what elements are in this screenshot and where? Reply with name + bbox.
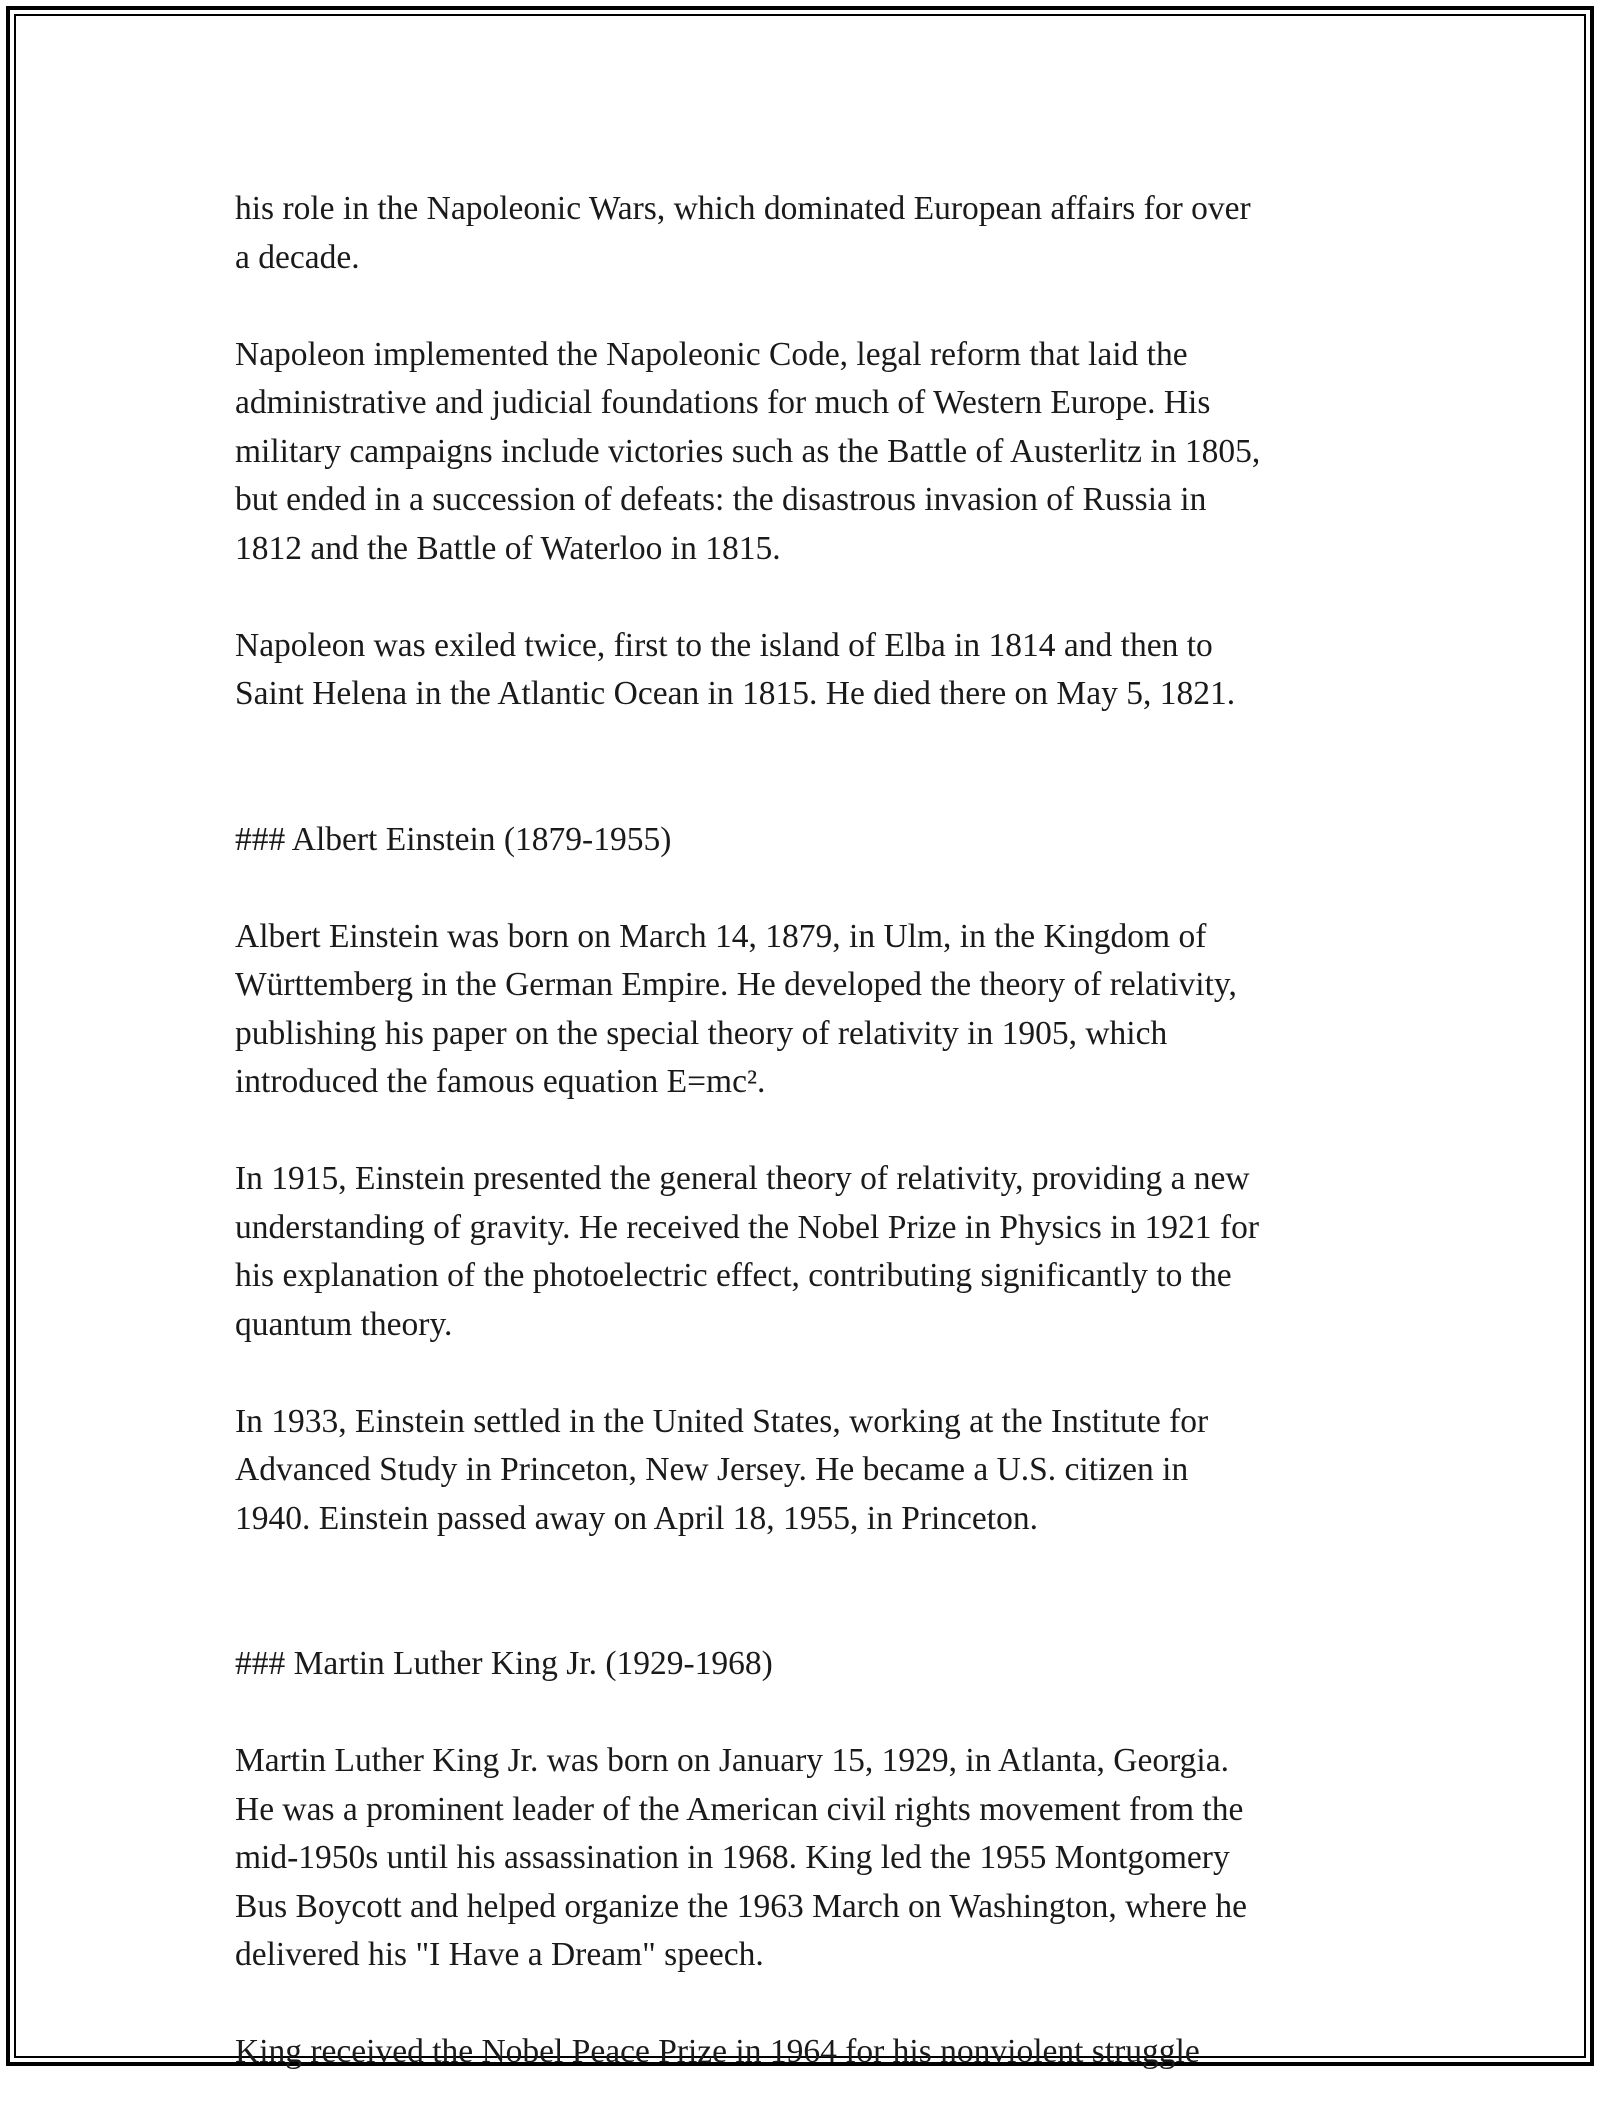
document-body bbox=[235, 185, 1375, 2125]
paragraph-napoleonic-wars: his role in the Napoleonic Wars, which dominated European affairs for over a decade. bbox=[235, 190, 1251, 276]
paragraph-einstein-general-relativity: In 1915, Einstein presented the general theory of relativity, providing a new understanding of gravity. He received the Nobel Prize in Physics in 1921 for his explanation of the photoelectric effect, contributing significantly to the quantum theory. bbox=[235, 1160, 1259, 1343]
paragraph-king-nobel: King received the Nobel Peace Prize in 1964 for his nonviolent struggle bbox=[235, 2033, 1200, 2070]
paragraph-einstein-birth: Albert Einstein was born on March 14, 1879, in Ulm, in the Kingdom of Württemberg in the German Empire. He developed the theory of relativity, publishing his paper on the special theory of relativity in 1905, which introduced the famous equation E=mc². bbox=[235, 917, 1237, 1100]
paragraph-napoleonic-code: Napoleon implemented the Napoleonic Code, legal reform that laid the administrative and judicial foundations for much of Western Europe. His military campaigns include victories such as the Battle of Austerlitz in 1805, but ended in a succession of defeats: the disastrous invasion of Russia in 1812 and the Battle of Waterloo in 1815. bbox=[235, 335, 1261, 567]
heading-martin-luther-king: ### Martin Luther King Jr. (1929-1968) bbox=[235, 1645, 773, 1682]
section-albert-einstein bbox=[235, 767, 1375, 1107]
paragraph-einstein-united-states: In 1933, Einstein settled in the United States, working at the Institute for Advanced Study in Princeton, New Jersey. He became a U.S. citizen in 1940. Einstein passed away on April 18, 1955, in Princeton. bbox=[235, 1402, 1209, 1537]
heading-albert-einstein: ### Albert Einstein (1879-1955) bbox=[235, 820, 672, 858]
section-martin-luther-king bbox=[235, 1592, 1375, 1980]
paragraph-king-birth: Martin Luther King Jr. was born on January 15, 1929, in Atlanta, Georgia. He was a prominent leader of the American civil rights movement from the mid-1950s until his assassination in 1968. King led the 1955 Montgomery Bus Boycott and helped organize the 1963 March on Washington, where he delivered his "I Have a Dream" speech. bbox=[235, 1742, 1248, 1973]
paragraph-napoleon-exile: Napoleon was exiled twice, first to the island of Elba in 1814 and then to Saint Helena in the Atlantic Ocean in 1815. He died there on May 5, 1821. bbox=[235, 626, 1236, 712]
